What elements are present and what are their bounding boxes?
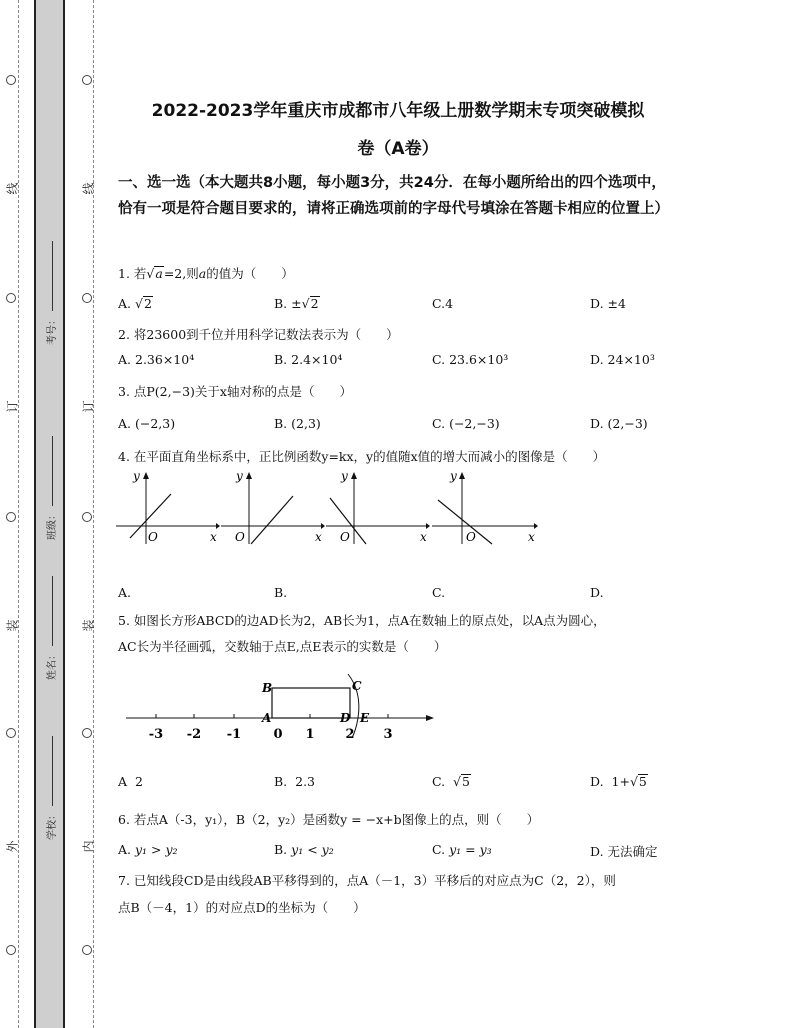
tick-label: -1 — [226, 727, 242, 742]
graph-origin-label: O — [148, 530, 158, 544]
option-text: 4 — [445, 296, 454, 311]
binding-char-right: 内 — [81, 840, 96, 853]
graph-b — [221, 466, 325, 546]
question-5-line-2: AC长为半径画弧，交数轴于点E,点E表示的实数是（ ） — [118, 639, 447, 654]
option-text: (−2,3) — [135, 416, 176, 431]
graph-x-label: x — [528, 530, 535, 544]
radicand: 2 — [310, 296, 319, 311]
question-2: 2. 将23600到千位并用科学记数法表示为（ ） — [118, 327, 399, 342]
point-d-label: D — [340, 711, 351, 725]
option-text: y₁ > y₂ — [135, 842, 178, 857]
question-text: =2,则 — [163, 266, 199, 281]
tick-label: 1 — [305, 727, 315, 742]
graph-d — [432, 466, 540, 546]
option-d[interactable] — [590, 842, 658, 860]
option-label: A. — [118, 296, 132, 311]
radicand: 2 — [143, 296, 152, 311]
graph-a — [116, 466, 220, 546]
option-a[interactable]: A. √2 — [118, 296, 152, 311]
option-d[interactable] — [590, 416, 648, 431]
option-d[interactable]: D. — [590, 585, 604, 600]
option-b[interactable]: B. ±√2 — [274, 296, 319, 311]
question-1: 1. 若√a=2,则a的值为（ ） — [118, 266, 294, 281]
variable: a — [198, 266, 207, 281]
option-label: D. — [590, 774, 604, 789]
option-label: C. — [432, 774, 446, 789]
field-label: 考号： — [47, 315, 58, 345]
option-label: C. — [432, 296, 446, 311]
point-a-label: A — [262, 711, 272, 725]
page-subtitle: 卷（A卷） — [357, 139, 439, 159]
field-label: 班级： — [47, 510, 58, 540]
exam-number-field[interactable] — [43, 241, 58, 345]
option-label: D. — [590, 416, 604, 431]
binding-char-left: 外 — [5, 840, 20, 853]
right-dashed-line — [93, 0, 94, 1028]
option-c[interactable]: C. — [432, 585, 446, 600]
binding-circle — [82, 293, 92, 303]
option-a[interactable] — [118, 774, 143, 789]
binding-circle — [82, 945, 92, 955]
option-a[interactable] — [118, 352, 194, 367]
binding-circle — [6, 75, 16, 85]
option-label: C. — [432, 842, 446, 857]
option-c[interactable] — [432, 416, 500, 431]
option-label: A — [118, 774, 128, 789]
option-text: ±4 — [607, 296, 626, 311]
binding-circle — [82, 75, 92, 85]
option-text: 24×10³ — [607, 352, 655, 367]
option-label: B. — [274, 416, 288, 431]
question-3: 3. 点P(2,−3)关于x轴对称的点是（ ） — [118, 384, 352, 399]
tick-label: 2 — [345, 727, 355, 742]
option-c[interactable]: C. √5 — [432, 774, 470, 789]
question-6: 6. 若点A（-3，y₁），B（2，y₂）是函数y = −x+b图像上的点，则（ ） — [118, 812, 540, 827]
tick-label: 0 — [273, 727, 283, 742]
number-line-figure — [122, 672, 442, 744]
graph-origin-label: O — [466, 530, 476, 544]
option-label: D. — [590, 844, 604, 859]
graph-x-label: x — [210, 530, 217, 544]
binding-circle — [82, 512, 92, 522]
question-text: 1. 若 — [118, 266, 147, 281]
field-label: 学校： — [47, 810, 58, 840]
graph-x-label: x — [315, 530, 322, 544]
point-c-label: C — [352, 679, 362, 693]
binding-circle — [6, 293, 16, 303]
option-prefix: ± — [291, 296, 302, 311]
graph-y-label: y — [236, 469, 243, 483]
option-label: A. — [118, 352, 132, 367]
option-label: B. — [274, 352, 288, 367]
option-label: D. — [590, 352, 604, 367]
option-label: C. — [432, 352, 446, 367]
binding-char-left: 装 — [5, 619, 20, 632]
option-b[interactable] — [274, 774, 315, 789]
option-a[interactable]: A. — [118, 585, 132, 600]
option-a[interactable] — [118, 842, 178, 857]
graph-y-label: y — [450, 469, 457, 483]
option-b[interactable] — [274, 842, 334, 857]
option-text: (−2,−3) — [449, 416, 500, 431]
point-e-label: E — [360, 711, 370, 725]
tick-label: 3 — [383, 727, 393, 742]
field-label: 姓名： — [47, 650, 58, 680]
question-4: 4. 在平面直角坐标系中，正比例函数y=kx，y的值随x值的增大而减小的图像是（ ） — [118, 449, 606, 464]
graph-origin-label: O — [235, 530, 245, 544]
option-label: B. — [274, 296, 288, 311]
option-c[interactable] — [432, 296, 453, 311]
left-dashed-line — [18, 0, 19, 1028]
binding-circle — [82, 728, 92, 738]
option-label: B. — [274, 774, 288, 789]
question-text: 的值为（ ） — [206, 266, 294, 281]
option-c[interactable] — [432, 842, 492, 857]
tick-label: -3 — [148, 727, 164, 742]
name-field[interactable] — [43, 576, 58, 680]
binding-circle — [6, 512, 16, 522]
radicand: 5 — [462, 774, 470, 789]
school-field[interactable] — [43, 736, 58, 840]
option-b[interactable]: B. — [274, 585, 288, 600]
radicand: a — [155, 266, 163, 281]
graph-c — [326, 466, 430, 546]
option-text: 23.6×10³ — [449, 352, 509, 367]
option-text: y₁ = y₃ — [449, 842, 492, 857]
binding-circle — [6, 728, 16, 738]
option-b[interactable] — [274, 352, 342, 367]
question-7-line-2: 点B（－4，1）的对应点D的坐标为（ ） — [118, 900, 366, 915]
binding-char-left: 订 — [5, 400, 20, 413]
binding-char-right: 线 — [81, 182, 96, 195]
option-a[interactable] — [118, 416, 175, 431]
option-text: (2,−3) — [607, 416, 648, 431]
option-text: (2,3) — [291, 416, 321, 431]
graph-x-label: x — [420, 530, 427, 544]
question-5-line-1: 5. 如图长方形ABCD的边AD长为2，AB长为1，点A在数轴上的原点处，以A点为圆心， — [118, 613, 606, 628]
option-b[interactable] — [274, 416, 321, 431]
option-prefix: 1+ — [611, 774, 630, 789]
option-label: A. — [118, 842, 132, 857]
option-d[interactable] — [590, 296, 626, 311]
option-text: 2.3 — [295, 774, 316, 789]
option-text: 2 — [134, 774, 143, 789]
page-title: 2022-2023学年重庆市成都市八年级上册数学期末专项突破模拟 — [151, 101, 645, 121]
option-text: 2.36×10⁴ — [135, 352, 195, 367]
option-label: D. — [590, 296, 604, 311]
option-text: y₁ < y₂ — [291, 842, 334, 857]
binding-circle — [6, 945, 16, 955]
option-text: 无法确定 — [607, 844, 658, 859]
point-b-label: B — [262, 681, 273, 695]
binding-char-right: 订 — [81, 400, 96, 413]
binding-char-right: 装 — [81, 619, 96, 632]
option-d[interactable] — [590, 352, 655, 367]
section-heading: 一、选一选（本大题共8小题，每小题3分，共24分．在每小题所给出的四个选项中，恰有一项是符合题目要求的，请将正确选项前的字母代号填涂在答题卡相应的位置上） — [118, 175, 669, 217]
option-c[interactable] — [432, 352, 508, 367]
tick-label: -2 — [186, 727, 202, 742]
option-label: B. — [274, 842, 288, 857]
radicand: 5 — [638, 774, 647, 789]
binding-char-left: 线 — [5, 182, 20, 195]
graph-origin-label: O — [340, 530, 350, 544]
graph-y-label: y — [133, 469, 140, 483]
option-label: C. — [432, 416, 446, 431]
class-field[interactable] — [43, 436, 58, 540]
option-text: 2.4×10⁴ — [291, 352, 343, 367]
option-d[interactable]: D. 1+√5 — [590, 774, 647, 789]
option-label: A. — [118, 416, 132, 431]
graph-y-label: y — [341, 469, 348, 483]
question-7-line-1: 7. 已知线段CD是由线段AB平移得到的，点A（－1，3）平移后的对应点为C（2，2），则 — [118, 873, 616, 888]
